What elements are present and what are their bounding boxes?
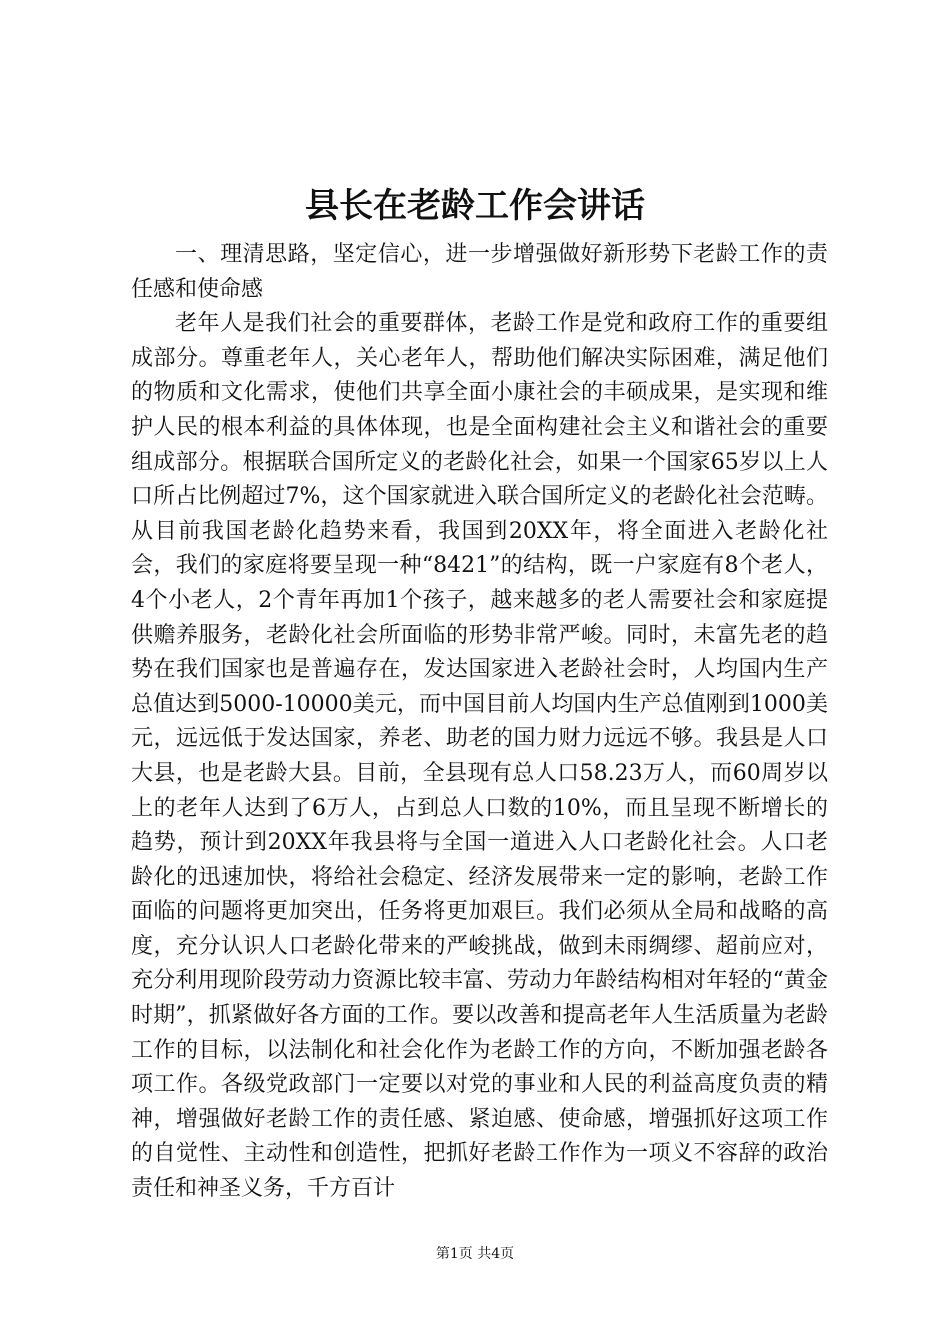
document-body [131,238,828,1207]
section-heading: 一、理清思路，坚定信心，进一步增强做好新形势下老龄工作的责任感和使命感 [131,242,828,302]
body-paragraph: 老年人是我们社会的重要群体，老龄工作是党和政府工作的重要组成部分。尊重老年人，关心老年人，帮助他们解决实际困难，满足他们的物质和文化需求，使他们共享全面小康社会的丰硕成果，是实现和维护人民的根本利益的具体体现，也是全面构建社会主义和谐社会的重要组成部分。根据联合国所定义的老龄化社会，如果一个国家65岁以上人口所占比例超过7%，这个国家就进入联合国所定义的老龄化社会范畴。从目前我国老龄化趋势来看，我国到20XX年，将全面进入老龄化社会，我们的家庭将要呈现一种“8421”的结构，既一户家庭有8个老人，4个小老人，2个青年再加1个孩子，越来越多的老人需要社会和家庭提供赡养服务，老龄化社会所面临的形势非常严峻。同时，未富先老的趋势在我们国家也是普遍存在，发达国家进入老龄社会时，人均国内生产总值达到5000-10000美元，而中国目前人均国内生产总值刚到1000美元，远远低于发达国家，养老、助老的国力财力远远不够。我县是人口大县，也是老龄大县。目前，全县现有总人口58.23万人，而60周岁以上的老年人达到了6万人，占到总人口数的10%，而且呈现不断增长的趋势，预计到20XX年我县将与全国一道进入人口老龄化社会。人口老龄化的迅速加快，将给社会稳定、经济发展带来一定的影响，老龄工作面临的问题将更加突出，任务将更加艰巨。我们必须从全局和战略的高度，充分认识人口老龄化带来的严峻挑战，做到未雨绸缪、超前应对，充分利用现阶段劳动力资源比较丰富、劳动力年龄结构相对年轻的“黄金时期”，抓紧做好各方面的工作。要以改善和提高老年人生活质量为老龄工作的目标，以法制化和社会化作为老龄工作的方向，不断加强老龄各项工作。各级党政部门一定要以对党的事业和人民的利益高度负责的精神，增强做好老龄工作的责任感、紧迫感、使命感，增强抓好这项工作的自觉性、主动性和创造性，把抓好老龄工作作为一项义不容辞的政治责任和神圣义务，千方百计 [131,311,828,1202]
page-number: 第1页 共4页 [435,1246,515,1262]
document-title: 县长在老龄工作会讲话 [305,186,645,226]
